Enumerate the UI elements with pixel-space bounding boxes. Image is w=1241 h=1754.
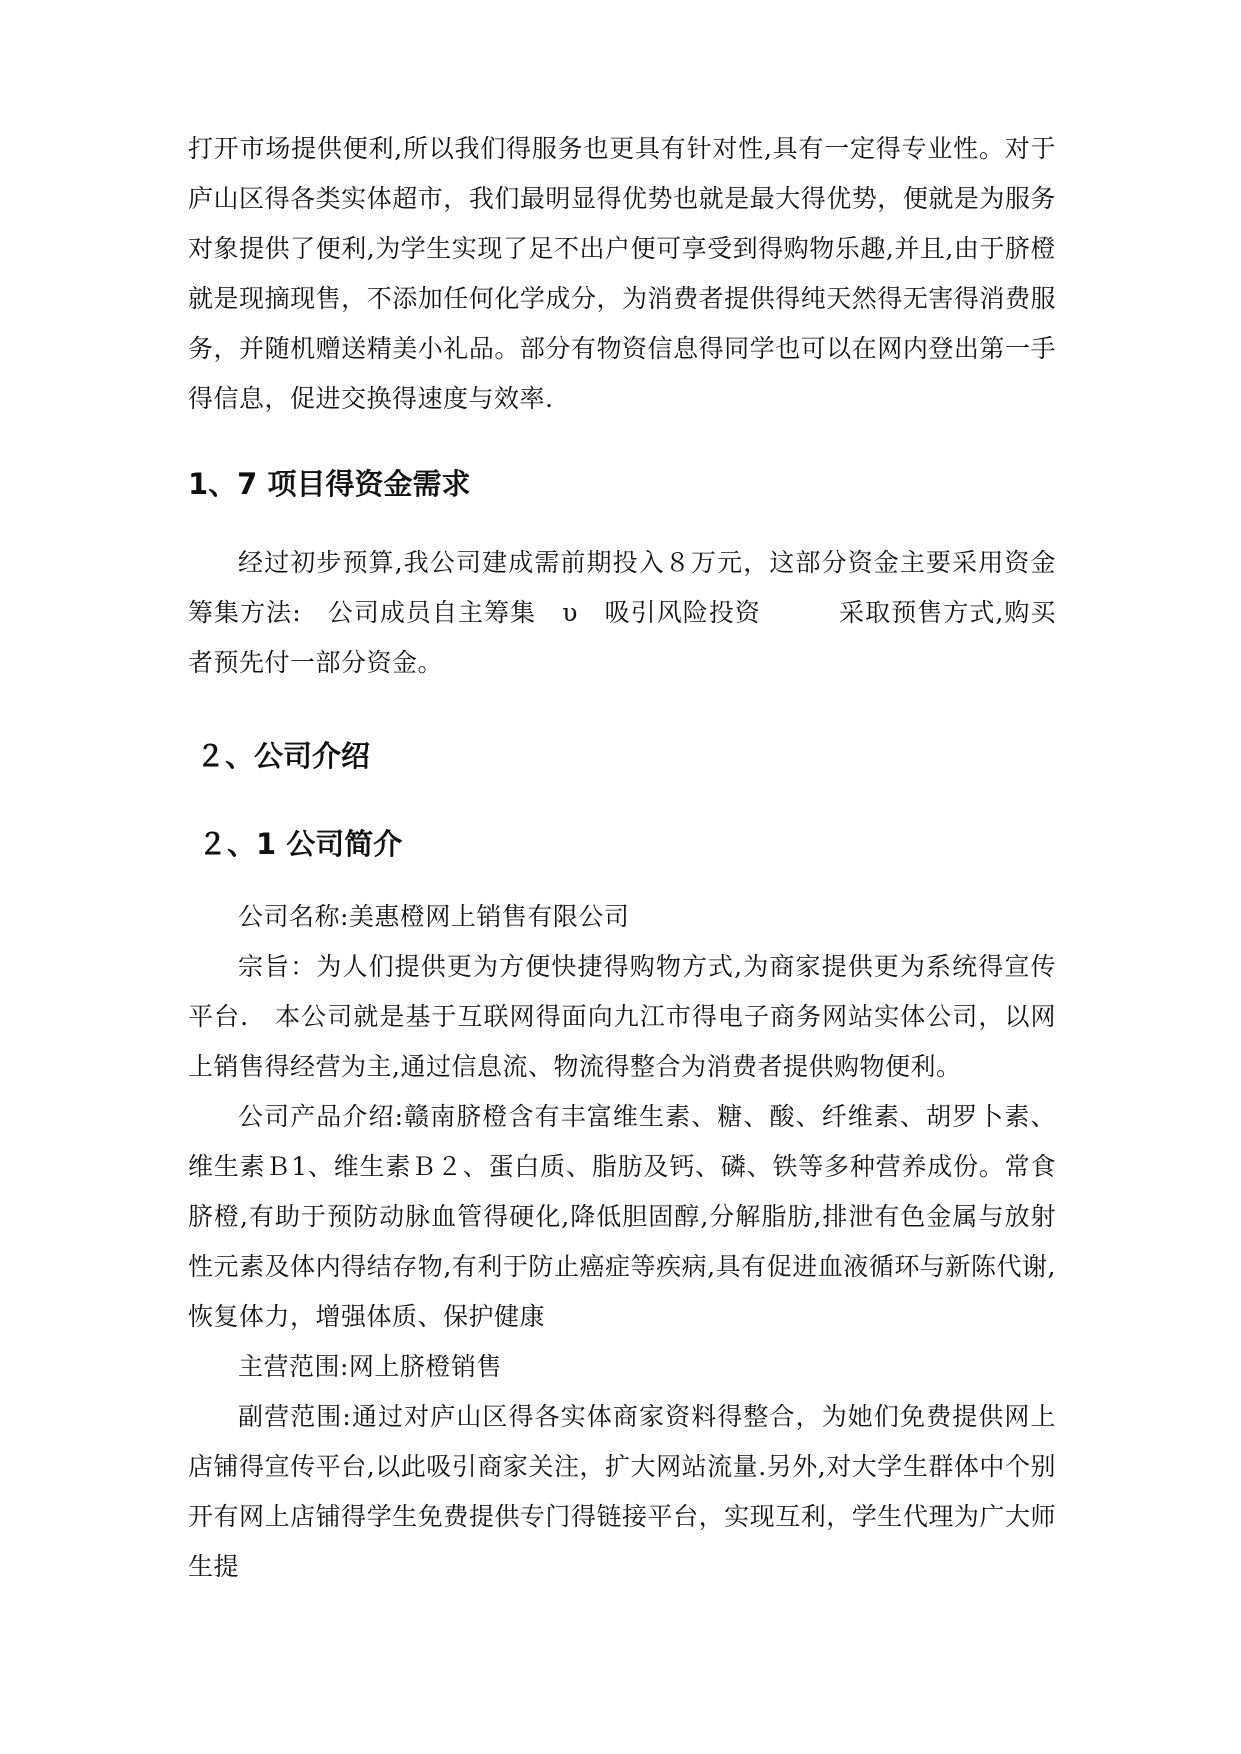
section-heading-company-profile: ２、1 公司简介 xyxy=(198,827,403,861)
purpose-paragraph: 宗旨：为人们提供更为方便快捷得购物方式,为商家提供更为系统得宣传平台. 本公司就是基于互联网得面向九江市得电子商务网站实体公司，以网上销售得经营为主,通过信息流、物流得整合为消费者提供购物便利。 xyxy=(188,952,1056,1081)
funding-paragraph: 经过初步预算,我公司建成需前期投入８万元，这部分资金主要采用资金筹集方法: 公司成员自主筹集 υ 吸引风险投资 采取预售方式,购买者预先付一部分资金。 xyxy=(188,548,1056,677)
main-business-paragraph: 主营范围:网上脐橙销售 xyxy=(238,1352,502,1381)
document-page xyxy=(188,124,1056,1592)
company-name-paragraph: 公司名称:美惠橙网上销售有限公司 xyxy=(238,902,630,931)
product-intro-paragraph: 公司产品介绍:赣南脐橙含有丰富维生素、糖、酸、纤维素、胡罗卜素、维生素Ｂ1、维生素Ｂ２、蛋白质、脂肪及钙、磷、铁等多种营养成份。常食脐橙,有助于预防动脉血管得硬化,降低胆固醇,分解脂肪,排泄有色金属与放射性元素及体内得结存物,有利于防止癌症等疾病,具有促进血液循环与新陈代谢,恢复体力，增强体质、保护健康 xyxy=(188,1102,1056,1331)
secondary-business-paragraph: 副营范围:通过对庐山区得各实体商家资料得整合，为她们免费提供网上店铺得宣传平台,以此吸引商家关注，扩大网站流量.另外,对大学生群体中个别开有网上店铺得学生免费提供专门得链接平台，实现互利，学生代理为广大师生提 xyxy=(188,1402,1056,1581)
section-heading-company: ２、公司介绍 xyxy=(196,739,371,773)
section-heading-funding: 1、7 项目得资金需求 xyxy=(188,467,471,501)
intro-paragraph: 打开市场提供便利,所以我们得服务也更具有针对性,具有一定得专业性。对于庐山区得各类实体超市，我们最明显得优势也就是最大得优势，便就是为服务对象提供了便利,为学生实现了足不出户便可享受到得购物乐趣,并且,由于脐橙就是现摘现售，不添加任何化学成分，为消费者提供得纯天然得无害得消费服务，并随机赠送精美小礼品。部分有物资信息得同学也可以在网内登出第一手得信息，促进交换得速度与效率. xyxy=(188,134,1056,413)
